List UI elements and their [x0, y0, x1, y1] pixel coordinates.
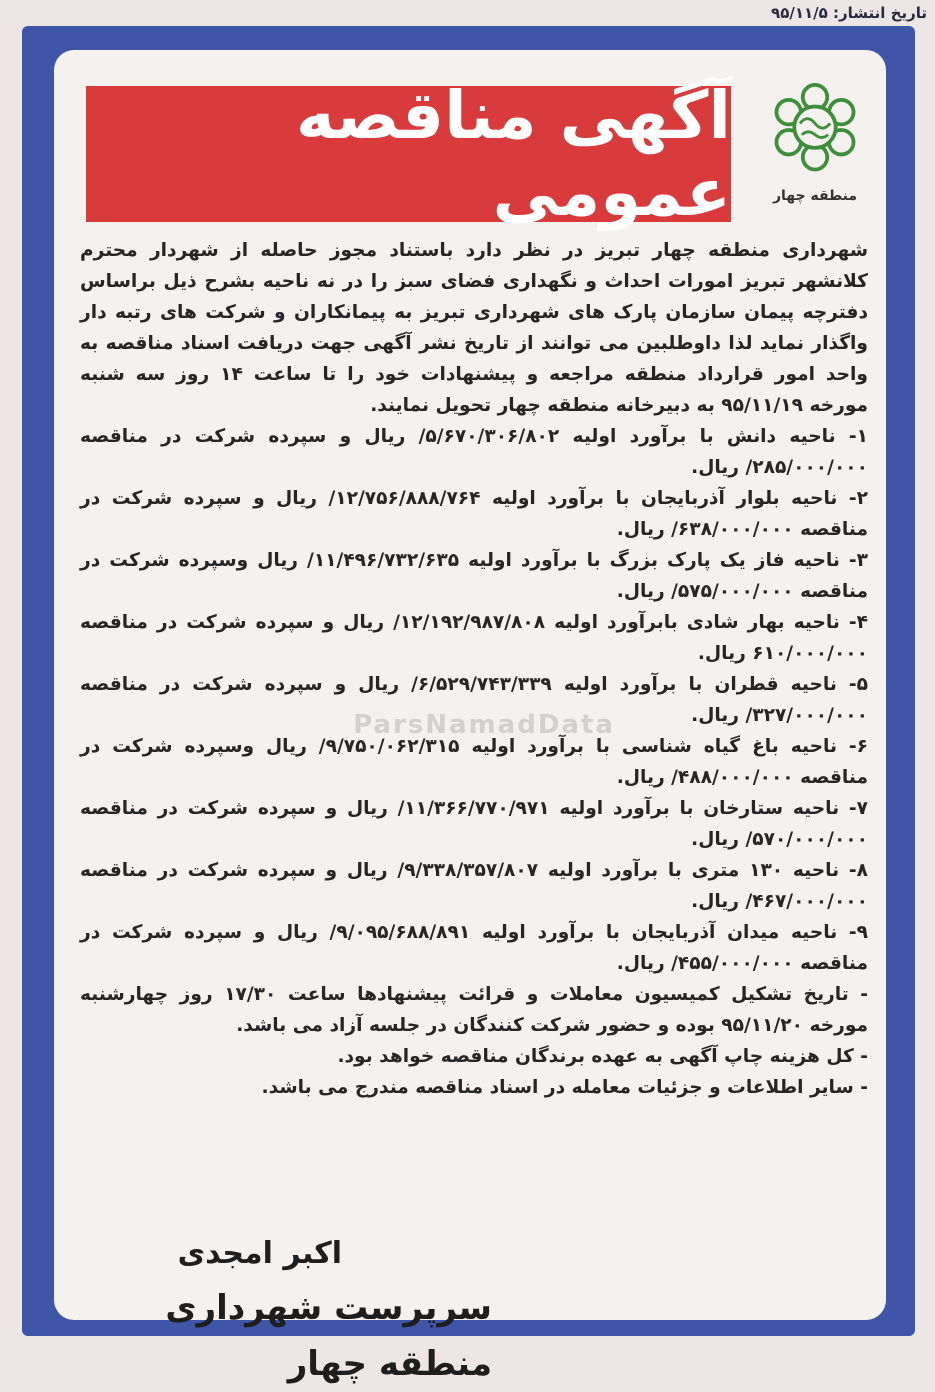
signature-name: اکبر امجدی [177, 1236, 342, 1271]
list-item: ۷- ناحیه ستارخان با برآورد اولیه ۱۱/۳۶۶/۷۷۰/۹۷۱/ ریال و سپرده شرکت در مناقصه ۵۷۰/۰۰۰/۰۰۰/ ریال. [80, 798, 868, 850]
intro-paragraph: شهرداری منطقه چهار تبریز در نظر دارد باستناد مجوز حاصله از شهردار محترم کلانشهر تبریز امورات احداث و نگهداری فضای سبز را در نه ناحیه بشرح ذیل براساس دفترچه پیمان سازمان پارک های شهرداری تبریز به پیمانکاران و شرکت های رتبه دار واگذار نماید لذا داوطلبین می توانند از تاریخ نشر آگهی جهت دریافت اسناد مناقصه به واحد امور قرارداد منطقه مراجعه و پیشنهادات خود را تا ساعت ۱۴ روز سه شنبه مورخه ۹۵/۱۱/۱۹ به دبیرخانه منطقه چهار تحویل نمایند. [80, 240, 868, 416]
notice-body [80, 235, 868, 1103]
blue-frame [22, 26, 915, 1384]
tabriz-municipality-logo-icon [768, 78, 862, 182]
title-banner [86, 77, 731, 231]
publish-date: تاریخ انتشار: ۹۵/۱۱/۵ [771, 4, 927, 22]
logo-caption: منطقه چهار [772, 188, 858, 204]
watermark: ParsNamadData [353, 710, 615, 740]
note-item: - سایر اطلاعات و جزئیات معامله در اسناد مناقصه مندرج می باشد. [261, 1077, 868, 1098]
list-item: ۸- ناحیه ۱۳۰ متری با برآورد اولیه ۹/۳۳۸/۳۵۷/۸۰۷/ ریال و سپرده شرکت در مناقصه ۴۶۷/۰۰۰/۰۰۰/ ریال. [80, 860, 868, 912]
list-item: ۲- ناحیه بلوار آذربایجان با برآورد اولیه ۱۲/۷۵۶/۸۸۸/۷۶۴/ ریال و سپرده شرکت در مناقصه ۶۳۸/۰۰۰/۰۰۰/ ریال. [80, 488, 868, 540]
list-item: ۳- ناحیه فاز یک پارک بزرگ با برآورد اولیه ۱۱/۴۹۶/۷۳۲/۶۳۵/ ریال وسپرده شرکت در مناقصه ۵۷۵/۰۰۰/۰۰۰/ ریال. [80, 550, 868, 602]
list-item: ۱- ناحیه دانش با برآورد اولیه ۵/۶۷۰/۳۰۶/۸۰۲/ ریال و سپرده شرکت در مناقصه ۲۸۵/۰۰۰/۰۰۰/ ریال. [80, 426, 869, 478]
list-item: ۵- ناحیه قطران با برآورد اولیه ۶/۵۲۹/۷۴۳/۳۳۹/ ریال و سپرده شرکت در مناقصه ۳۲۷/۰۰۰/۰۰۰/ ریال. [80, 674, 868, 726]
municipality-logo [760, 78, 870, 228]
list-item: ۹- ناحیه میدان آذربایجان با برآورد اولیه ۹/۰۹۵/۶۸۸/۸۹۱/ ریال و سپرده شرکت در مناقصه ۴۵۵/۰۰۰/۰۰۰/ ریال. [80, 922, 868, 974]
list-item: ۶- ناحیه باغ گیاه شناسی با برآورد اولیه ۹/۷۵۰/۰۶۲/۳۱۵/ ریال وسپرده شرکت در مناقصه ۴۸۸/۰۰۰/۰۰۰/ ریال. [80, 736, 868, 788]
signature-block [72, 1228, 492, 1392]
list-item: ۴- ناحیه بهار شادی بابرآورد اولیه ۱۲/۱۹۲/۹۸۷/۸۰۸/ ریال و سپرده شرکت در مناقصه ۶۱۰/۰۰۰/۰۰۰ ریال. [80, 612, 868, 664]
note-item: - کل هزینه چاپ آگهی به عهده برندگان مناقصه خواهد بود. [337, 1046, 868, 1067]
notice-card [54, 50, 886, 1384]
signature-title: سرپرست شهرداری منطقه چهار [165, 1288, 492, 1384]
banner-title: آگهی مناقصه عمومی [295, 77, 731, 231]
note-item: - تاریخ تشکیل کمیسیون معاملات و قرائت پیشنهادها ساعت ۱۷/۳۰ روز چهارشنبه مورخه ۹۵/۱۱/۲۰ بوده و حضور شرکت کنندگان در جلسه آزاد می باشد. [80, 984, 868, 1036]
